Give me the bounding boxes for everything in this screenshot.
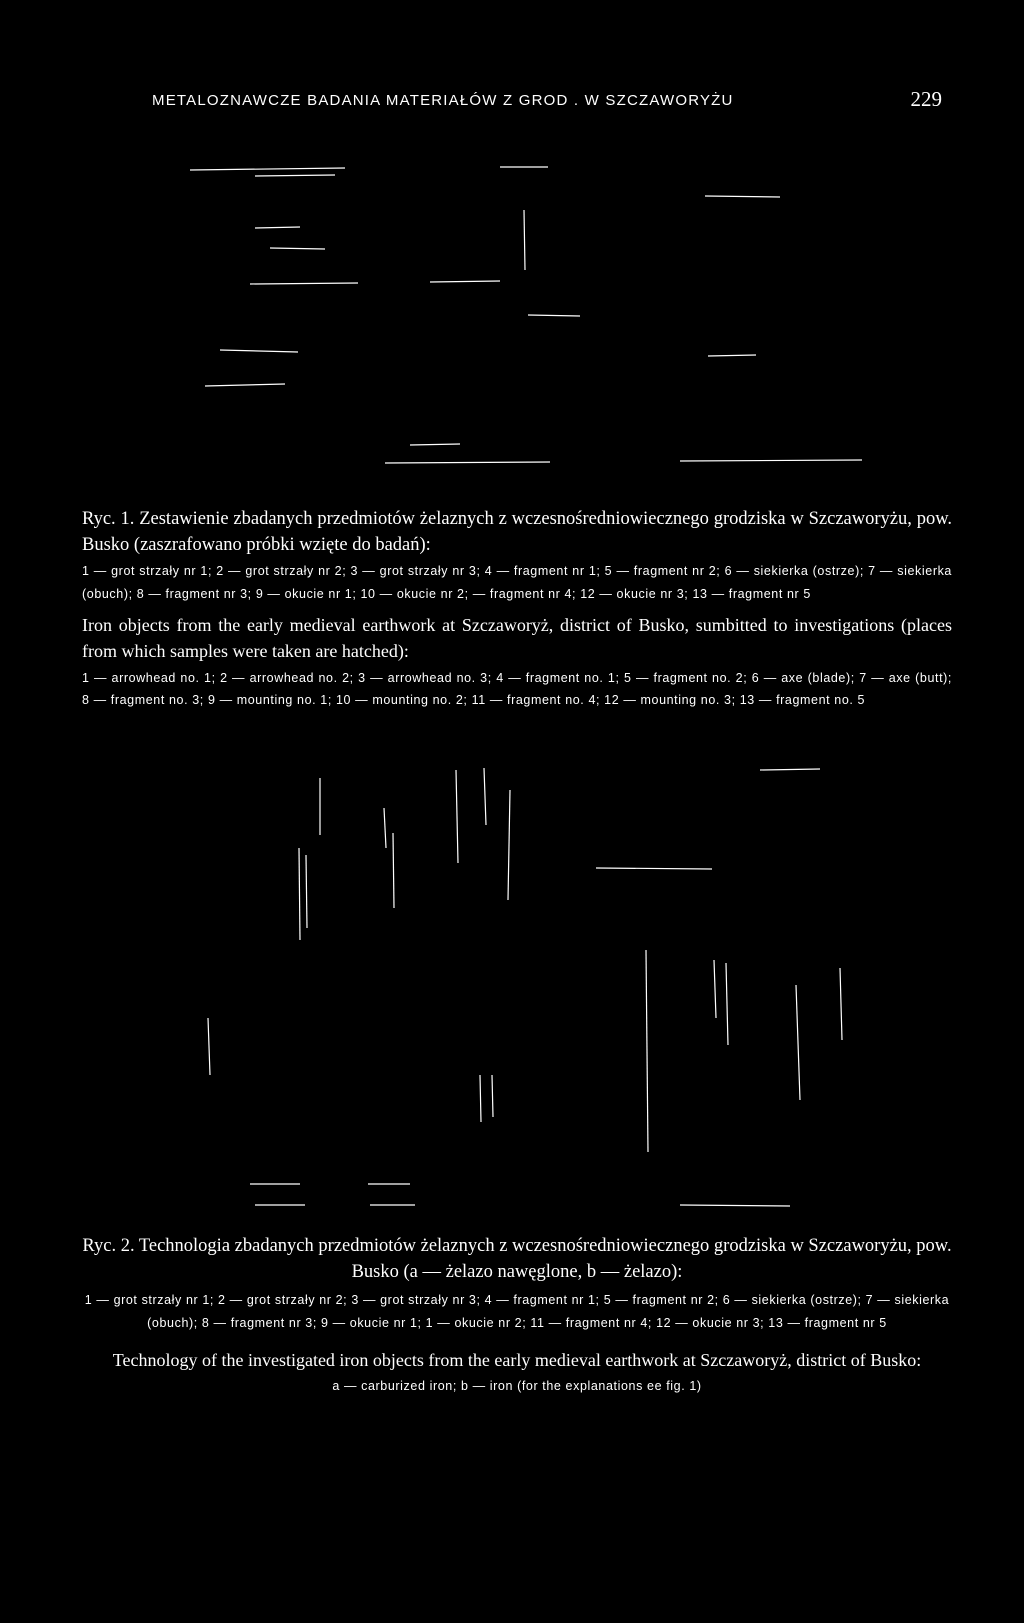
running-title: METALOZNAWCZE BADANIA MATERIAŁÓW Z GROD . W SZCZAWORYŻU [152,92,734,109]
figure-2-caption [82,1233,952,1397]
figure-2-caption-english-legend: a — carburized iron; b — iron (for the explanations ee fig. 1) [332,1379,702,1393]
figure-1-caption-english-title: Iron objects from the early medieval earthwork at Szczaworyż, district of Busko, sumbitted to investigations (places from which samples were taken are hatched): [82,615,952,661]
figure-1-caption [82,506,952,711]
figure-1-caption-polish-legend: 1 — grot strzały nr 1; 2 — grot strzały nr 2; 3 — grot strzały nr 3; 4 — fragment nr 1; 5 — fragment nr 2; 6 — siekierka (ostrze); 7 — siekierka (obuch); 8 — fragment nr 3; 9 — okucie nr 1; 10 — okucie nr 2; — fragment nr 4; 12 — okucie nr 3; 13 — fragment nr 5 [82,564,952,601]
page-number: 229 [910,87,942,111]
figure-1-caption-polish-title: Ryc. 1. Zestawienie zbadanych przedmiotów żelaznych z wczesnośredniowiecznego grodziska w Szczaworyżu, pow. Busko (zaszrafowano próbki wzięte do badań): [82,509,952,555]
figure-1-caption-english-legend: 1 — arrowhead no. 1; 2 — arrowhead no. 2; 3 — arrowhead no. 3; 4 — fragment no. 1; 5 — fragment no. 2; 6 — axe (blade); 7 — axe (butt); 8 — fragment no. 3; 9 — mounting no. 1; 10 — mounting no. 2; 11 — fragment no. 4; 12 — mounting no. 3; 13 — fragment no. 5 [82,671,952,707]
figure-2-caption-polish-title: Ryc. 2. Technologia zbadanych przedmiotów żelaznych z wczesnośredniowiecznego grodziska w Szczaworyżu, pow. Busko (a — żelazo nawęglone, b — żelazo): [82,1236,952,1282]
figure-2-caption-polish-legend: 1 — grot strzały nr 1; 2 — grot strzały nr 2; 3 — grot strzały nr 3; 4 — fragment nr 1; 5 — fragment nr 2; 6 — siekierka (ostrze); 7 — siekierka (obuch); 8 — fragment nr 3; 9 — okucie nr 1; 1 — okucie nr 2; 11 — fragment nr 4; 12 — okucie nr 3; 13 — fragment nr 5 [84,1293,950,1330]
figure-2-caption-english-title: Technology of the investigated iron objects from the early medieval earthwork at Szczaworyż, district of Busko: [112,1350,922,1370]
